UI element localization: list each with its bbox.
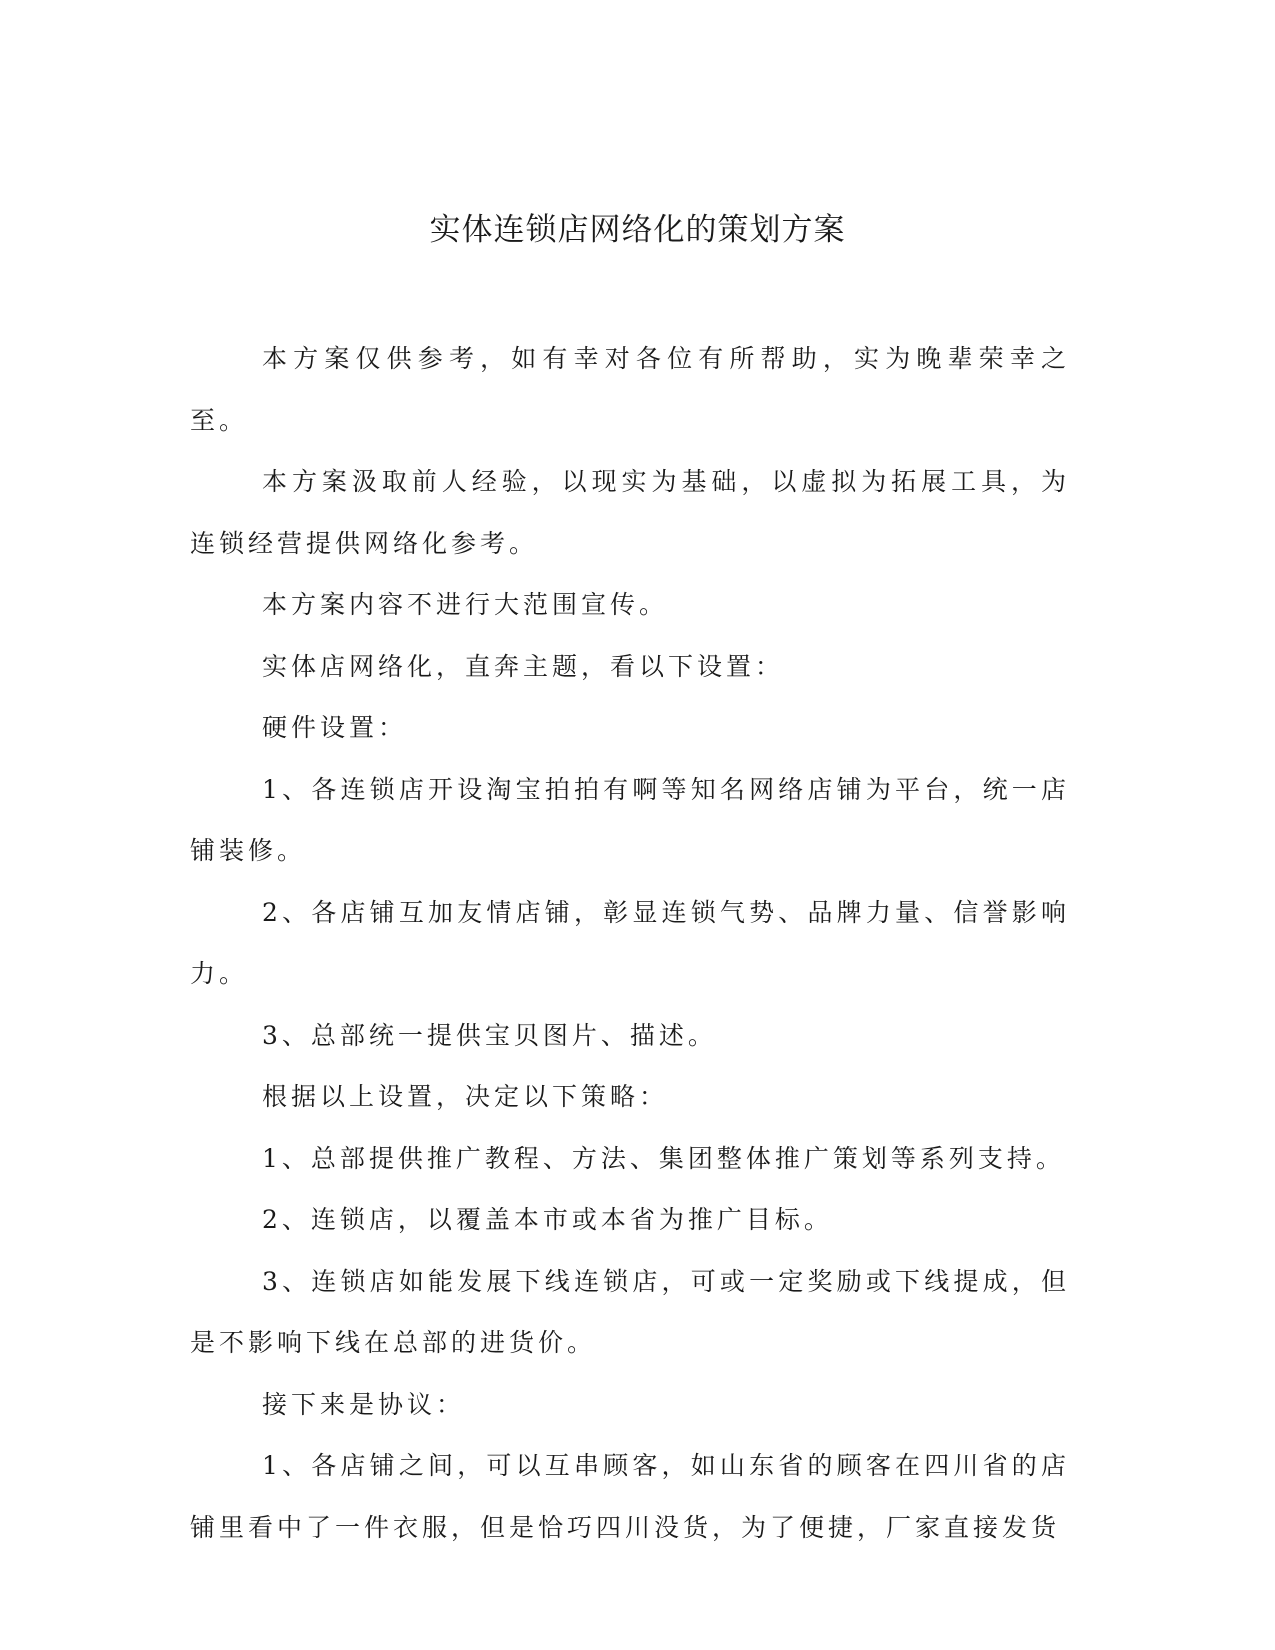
list-item: 3、连锁店如能发展下线连锁店，可或一定奖励或下线提成，但是不影响下线在总部的进货价。 [190,1266,1070,1357]
list-item: 2、各店铺互加友情店铺，彰显连锁气势、品牌力量、信誉影响力。 [190,897,1070,988]
paragraph: 实体店网络化，直奔主题，看以下设置： [262,651,785,681]
paragraph: 本方案内容不进行大范围宣传。 [262,590,669,619]
list-item: 3、总部统一提供宝贝图片、描述。 [262,1020,717,1050]
section-heading-strategy: 根据以上设置，决定以下策略： [262,1082,669,1111]
list-item: 1、总部提供推广教程、方法、集团整体推广策划等系列支持。 [262,1143,1065,1173]
list-item: 2、连锁店，以覆盖本市或本省为推广目标。 [262,1205,833,1234]
document-body [190,328,1070,1558]
list-item: 1、各店铺之间，可以互串顾客，如山东省的顾客在四川省的店铺里看中了一件衣服，但是恰巧四川没货，为了便捷，厂家直接发货 [190,1451,1070,1542]
section-heading-hardware: 硬件设置： [262,713,408,742]
section-heading-agreement: 接下来是协议： [262,1389,466,1419]
list-item: 1、各连锁店开设淘宝拍拍有啊等知名网络店铺为平台，统一店铺装修。 [190,774,1070,865]
paragraph: 本方案仅供参考，如有幸对各位有所帮助，实为晚辈荣幸之至。 [190,344,1070,435]
paragraph: 本方案汲取前人经验，以现实为基础，以虚拟为拓展工具，为连锁经营提供网络化参考。 [190,467,1070,558]
document-title: 实体连锁店网络化的策划方案 [429,212,846,248]
